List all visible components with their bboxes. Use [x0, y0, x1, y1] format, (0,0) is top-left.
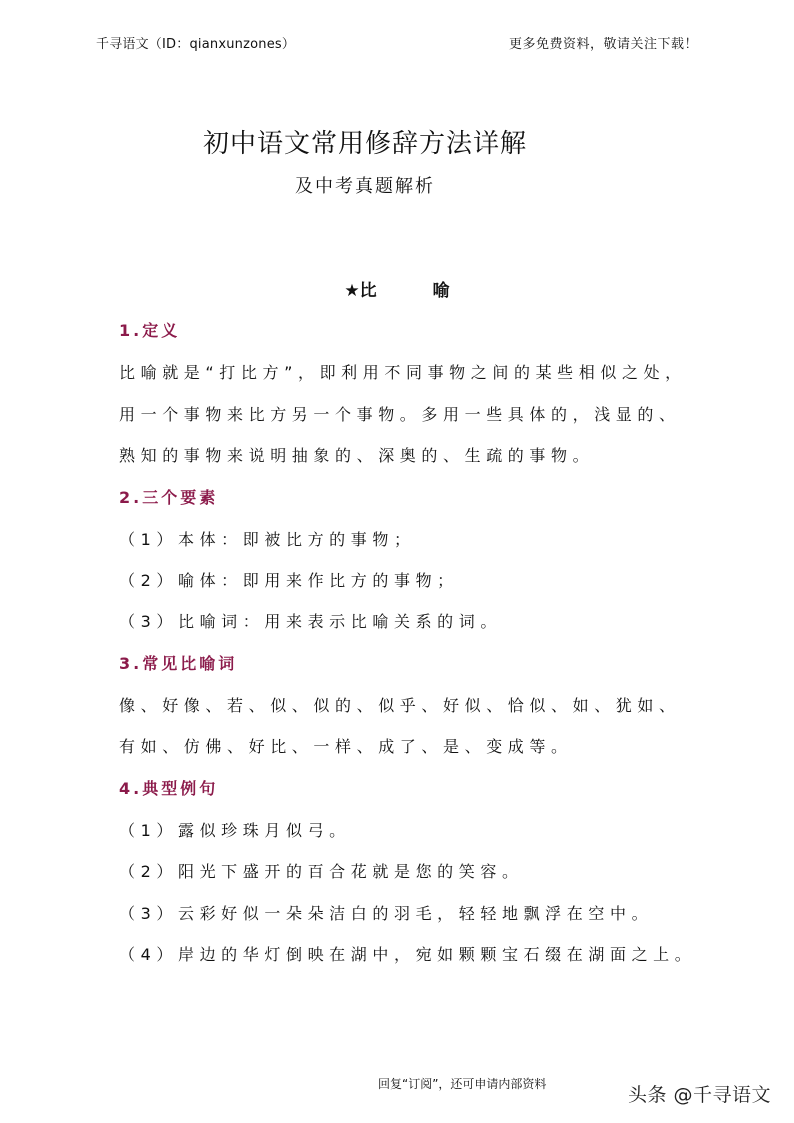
heading-common-words: 3.常见比喻词: [119, 654, 238, 673]
definition-line: 比喻就是“打比方”，即利用不同事物之间的某些相似之处，: [119, 363, 687, 382]
definition-line: 熟知的事物来说明抽象的、深奥的、生疏的事物。: [119, 446, 595, 465]
example-item: （4）岸边的华灯倒映在湖中，宛如颗颗宝石缀在湖面之上。: [119, 945, 697, 964]
element-item: （3）比喻词：用来表示比喻关系的词。: [119, 612, 502, 631]
document-subtitle: 及中考真题解析: [295, 176, 435, 197]
example-item: （3）云彩好似一朵朵洁白的羽毛，轻轻地飘浮在空中。: [119, 904, 654, 923]
section-title: [0, 276, 794, 301]
page-header-left: 千寻语文（ID：qianxunzones）: [96, 37, 296, 52]
heading-examples: 4.典型例句: [119, 779, 219, 798]
watermark: 头条 @千寻语文: [628, 1084, 772, 1106]
heading-three-elements: 2.三个要素: [119, 488, 219, 507]
definition-line: 用一个事物来比方另一个事物。多用一些具体的，浅显的、: [119, 405, 681, 424]
footer-note: 回复“订阅”，还可申请内部资料: [378, 1077, 547, 1091]
page-header-right: 更多免费资料，敬请关注下载！: [508, 37, 698, 52]
element-item: （1）本体：即被比方的事物；: [119, 530, 416, 549]
element-item: （2）喻体：即用来作比方的事物；: [119, 571, 459, 590]
example-item: （2）阳光下盛开的百合花就是您的笑容。: [119, 862, 524, 881]
common-words-line: 有如、仿佛、好比、一样、成了、是、变成等。: [119, 737, 573, 756]
section-title-part2: 喻: [432, 281, 450, 301]
section-title-part1: 比: [359, 281, 377, 301]
heading-definition: 1.定义: [119, 321, 181, 340]
common-words-line: 像、好像、若、似、似的、似乎、好似、恰似、如、犹如、: [119, 696, 681, 715]
document-title: 初中语文常用修辞方法详解: [202, 129, 527, 159]
example-item: （1）露似珍珠月似弓。: [119, 821, 351, 840]
star-icon: ★: [344, 281, 360, 301]
